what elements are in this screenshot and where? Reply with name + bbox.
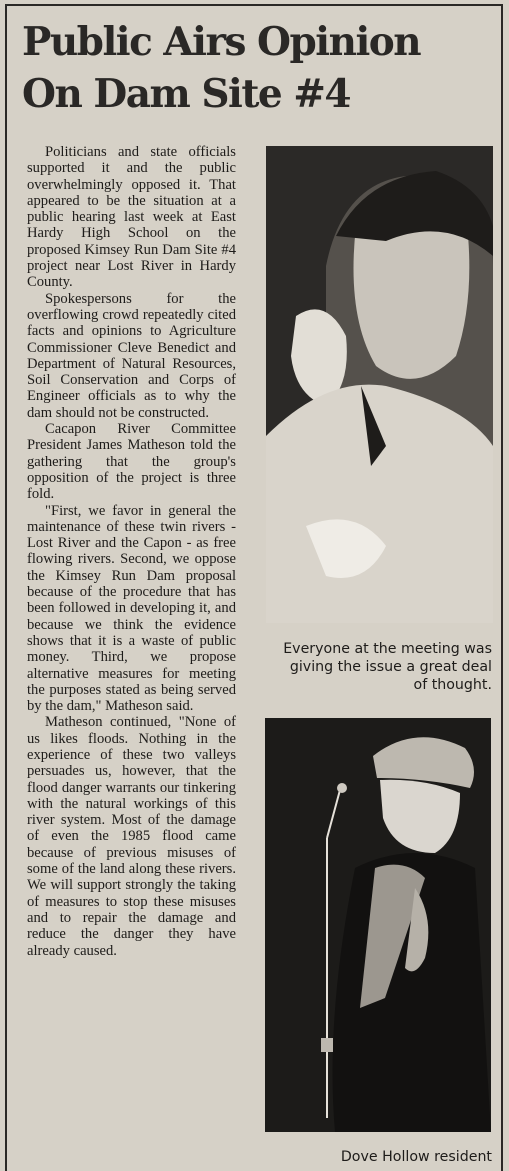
article-paragraph: Spokespersons for the overflowing crowd repeatedly cited facts and opinions to Agriculture Commissioner Cleve Benedict and Department of Natural Resources, Soil Conservation and Corps of Engineer officials as to why the dam should not be constructed. xyxy=(27,290,236,421)
headline-line-1: Public Airs Opinion xyxy=(22,19,421,65)
photo-meeting-attendee-image xyxy=(266,146,493,623)
photo-caption: Dove Hollow resident xyxy=(340,1149,492,1165)
border-rule-right xyxy=(501,4,503,1171)
border-rule-left xyxy=(5,4,7,1171)
photo-dove-hollow-resident xyxy=(265,718,491,1132)
article-paragraph: Matheson continued, "None of us likes floods. Nothing in the experience of these two valleys persuades us, however, that the flood danger warrants our tinkering with the natural workings of this river system. Most of the damage of even the 1985 flood came because of previous misuses of some of the land along these rivers. We will support strongly the taking of measures to stop these misuses and to repair the damage and reduce the danger they have already caused. xyxy=(27,714,236,959)
article-paragraph: Cacapon River Committee President James Matheson told the gathering that the group's opposition of the project is three fold. xyxy=(27,421,236,503)
photo-meeting-attendee xyxy=(266,146,493,623)
photo-dove-hollow-resident-image xyxy=(265,718,491,1132)
photo-caption: Everyone at the meeting was giving the issue a great deal of thought. xyxy=(283,641,492,693)
headline xyxy=(22,16,492,120)
headline-line-2: On Dam Site #4 xyxy=(22,71,351,117)
article-paragraph: Politicians and state officials supported it and the public overwhelmingly opposed it. That appeared to be the situation at a public hearing last week at East Hardy High School on the proposed Kimsey Run Dam Site #4 project near Lost River in Hardy County. xyxy=(27,144,236,291)
article-body xyxy=(27,144,236,959)
article-paragraph: "First, we favor in general the maintenance of these twin rivers - Lost River and the Capon - as free flowing rivers. Second, we oppose the Kimsey Run Dam proposal because of the procedure that has been followed in developing it, and because we think the evidence shows that it is a waste of public money. Third, we propose alternative measures for meeting the purposes stated as being served by the dam," Matheson said. xyxy=(27,502,236,715)
border-rule-top xyxy=(5,4,503,6)
